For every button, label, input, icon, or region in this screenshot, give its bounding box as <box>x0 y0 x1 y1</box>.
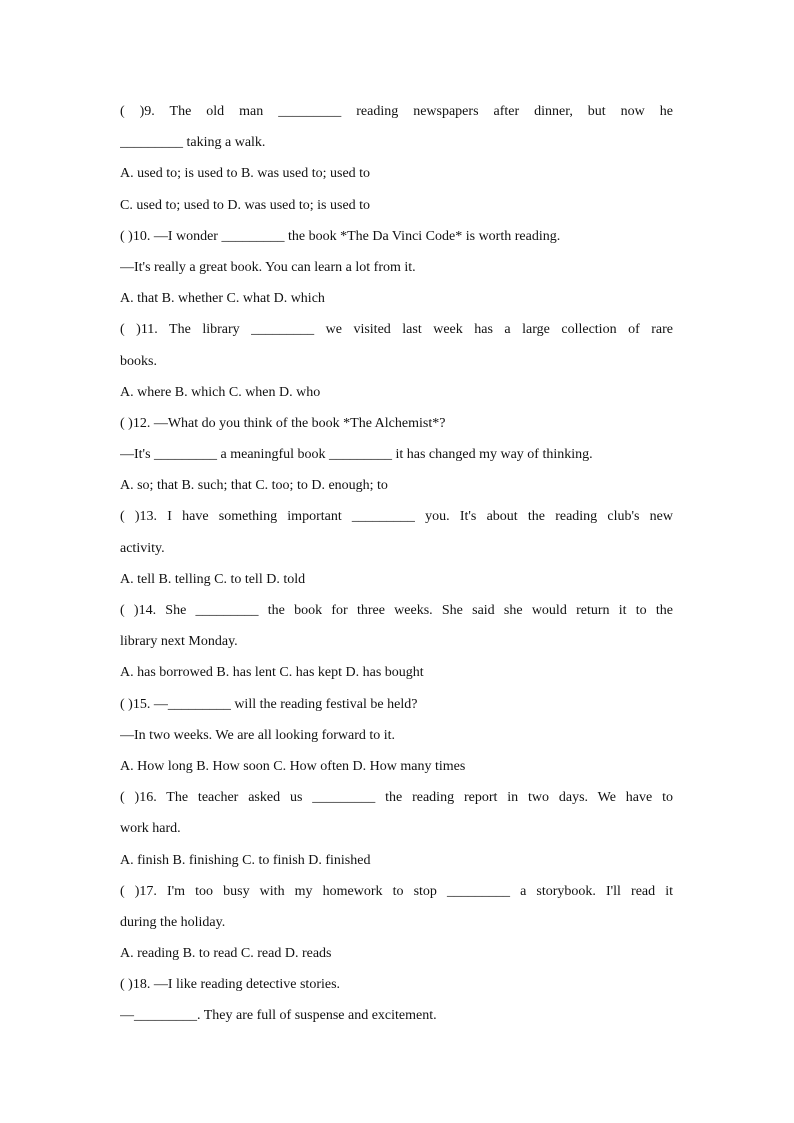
question-14-stem-cont: library next Monday. <box>120 634 238 650</box>
question-13-stem-cont: activity. <box>120 540 165 556</box>
question-12-reply: —It's _________ a meaningful book _________ it has changed my way of thinking. <box>120 447 593 463</box>
question-16-options: A. finish B. finishing C. to finish D. finished <box>120 852 371 868</box>
question-17-stem-cont: during the holiday. <box>120 914 226 930</box>
question-12-options: A. so; that B. such; that C. too; to D. enough; to <box>120 478 388 494</box>
question-12-stem: ( )12. —What do you think of the book *The Alchemist*? <box>120 415 446 431</box>
question-17-stem: ( )17. I'm too busy with my homework to stop _________ a storybook. I'll read it <box>120 883 673 899</box>
question-11-options: A. where B. which C. when D. who <box>120 384 321 400</box>
question-16-stem-cont: work hard. <box>120 821 181 837</box>
worksheet-page <box>120 96 673 1032</box>
question-10-stem: ( )10. —I wonder _________ the book *The Da Vinci Code* is worth reading. <box>120 228 561 244</box>
question-18-reply: —_________. They are full of suspense and excitement. <box>120 1008 437 1024</box>
question-9-options-a-b: A. used to; is used to B. was used to; used to <box>120 166 371 182</box>
question-9-stem-cont: _________ taking a walk. <box>120 135 266 151</box>
question-11-stem-cont: books. <box>120 353 157 369</box>
question-17-options: A. reading B. to read C. read D. reads <box>120 946 332 962</box>
question-14-options: A. has borrowed B. has lent C. has kept D. has bought <box>120 665 424 681</box>
question-14-stem: ( )14. She _________ the book for three weeks. She said she would return it to the <box>120 603 673 618</box>
question-18-stem: ( )18. —I like reading detective stories. <box>120 977 341 993</box>
question-10-options: A. that B. whether C. what D. which <box>120 291 325 307</box>
question-9-stem: ( )9. The old man _________ reading newspapers after dinner, but now he <box>120 104 673 119</box>
question-16-stem: ( )16. The teacher asked us _________ the reading report in two days. We have to <box>120 790 673 806</box>
question-15-options: A. How long B. How soon C. How often D. How many times <box>120 758 466 774</box>
question-15-stem: ( )15. —_________ will the reading festival be held? <box>120 696 418 712</box>
question-13-stem: ( )13. I have something important _________ you. It's about the reading club's new <box>120 509 673 525</box>
question-15-reply: —In two weeks. We are all looking forward to it. <box>120 727 396 743</box>
question-10-reply: —It's really a great book. You can learn a lot from it. <box>120 259 416 275</box>
question-13-options: A. tell B. telling C. to tell D. told <box>120 571 306 587</box>
question-11-stem: ( )11. The library _________ we visited last week has a large collection of rare <box>120 322 673 338</box>
question-9-options-c-d: C. used to; used to D. was used to; is used to <box>120 197 371 213</box>
